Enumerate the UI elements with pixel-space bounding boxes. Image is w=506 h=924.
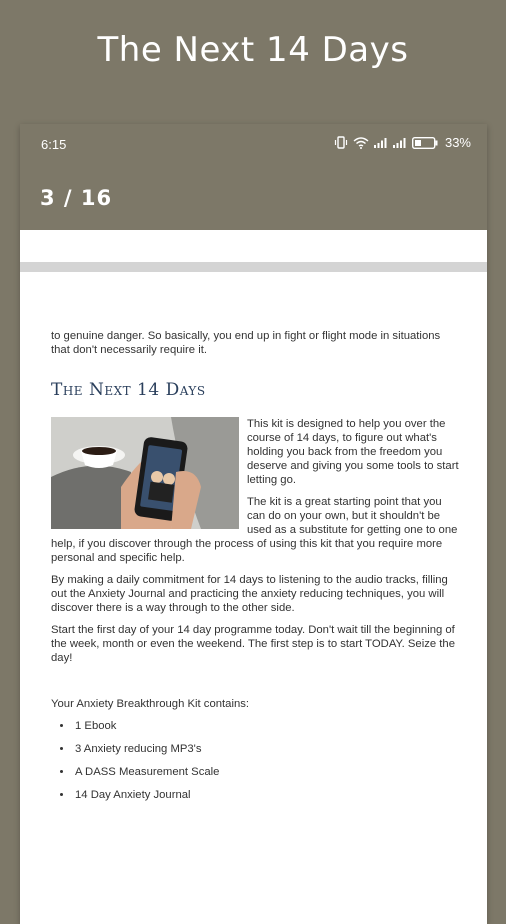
signal-icon (374, 137, 388, 148)
document-page[interactable] (51, 329, 461, 811)
status-bar (20, 124, 487, 164)
signal-icon-2 (393, 137, 407, 148)
status-icons (334, 135, 471, 150)
intro-paragraph: to genuine danger. So basically, you end up in fight or flight mode in situations that don't necessarily require it. (51, 330, 441, 356)
kit-intro: Your Anxiety Breakthrough Kit contains: (51, 698, 250, 710)
kit-item: • 3 Anxiety reducing MP3's (73, 742, 461, 756)
phone-screen (20, 124, 487, 924)
battery-percent: 33% (444, 135, 471, 150)
app-header (20, 164, 487, 230)
vibrate-icon (334, 136, 348, 149)
paragraph-1: This kit is designed to help you over the course of 14 days, to figure out what's holding you back from the freedom you deserve and giving you some tools to start letting go. (247, 418, 459, 486)
wifi-icon (353, 137, 369, 149)
section-heading: The Next 14 Days (51, 380, 206, 400)
phone-in-hand-image (51, 417, 239, 529)
page-divider (20, 262, 487, 272)
battery-icon (412, 137, 438, 149)
kit-item: • 1 Ebook (73, 719, 461, 733)
paragraph-3: By making a daily commitment for 14 days to listening to the audio tracks, filling out the Anxiety Journal and practicing the anxiety reducing techniques, you will discover there is a way through to the other side. (51, 574, 448, 614)
status-time: 6:15 (41, 137, 67, 152)
kit-list (51, 719, 461, 802)
kit-item: • 14 Day Anxiety Journal (73, 788, 461, 802)
paragraph-2: The kit is a great starting point that you can do on your own, but it shouldn't be used as a substitute for getting one to one help, if you discover through the process of using this kit that you require more personal and specific help. (51, 496, 458, 564)
banner-title: The Next 14 Days (97, 30, 409, 70)
page-counter: 3 / 16 (40, 186, 113, 210)
paragraph-4: Start the first day of your 14 day programme today. Don't wait till the beginning of the week, month or even the weekend. The first step is to start TODAY. Seize the day! (51, 624, 455, 664)
kit-item: • A DASS Measurement Scale (73, 765, 461, 779)
